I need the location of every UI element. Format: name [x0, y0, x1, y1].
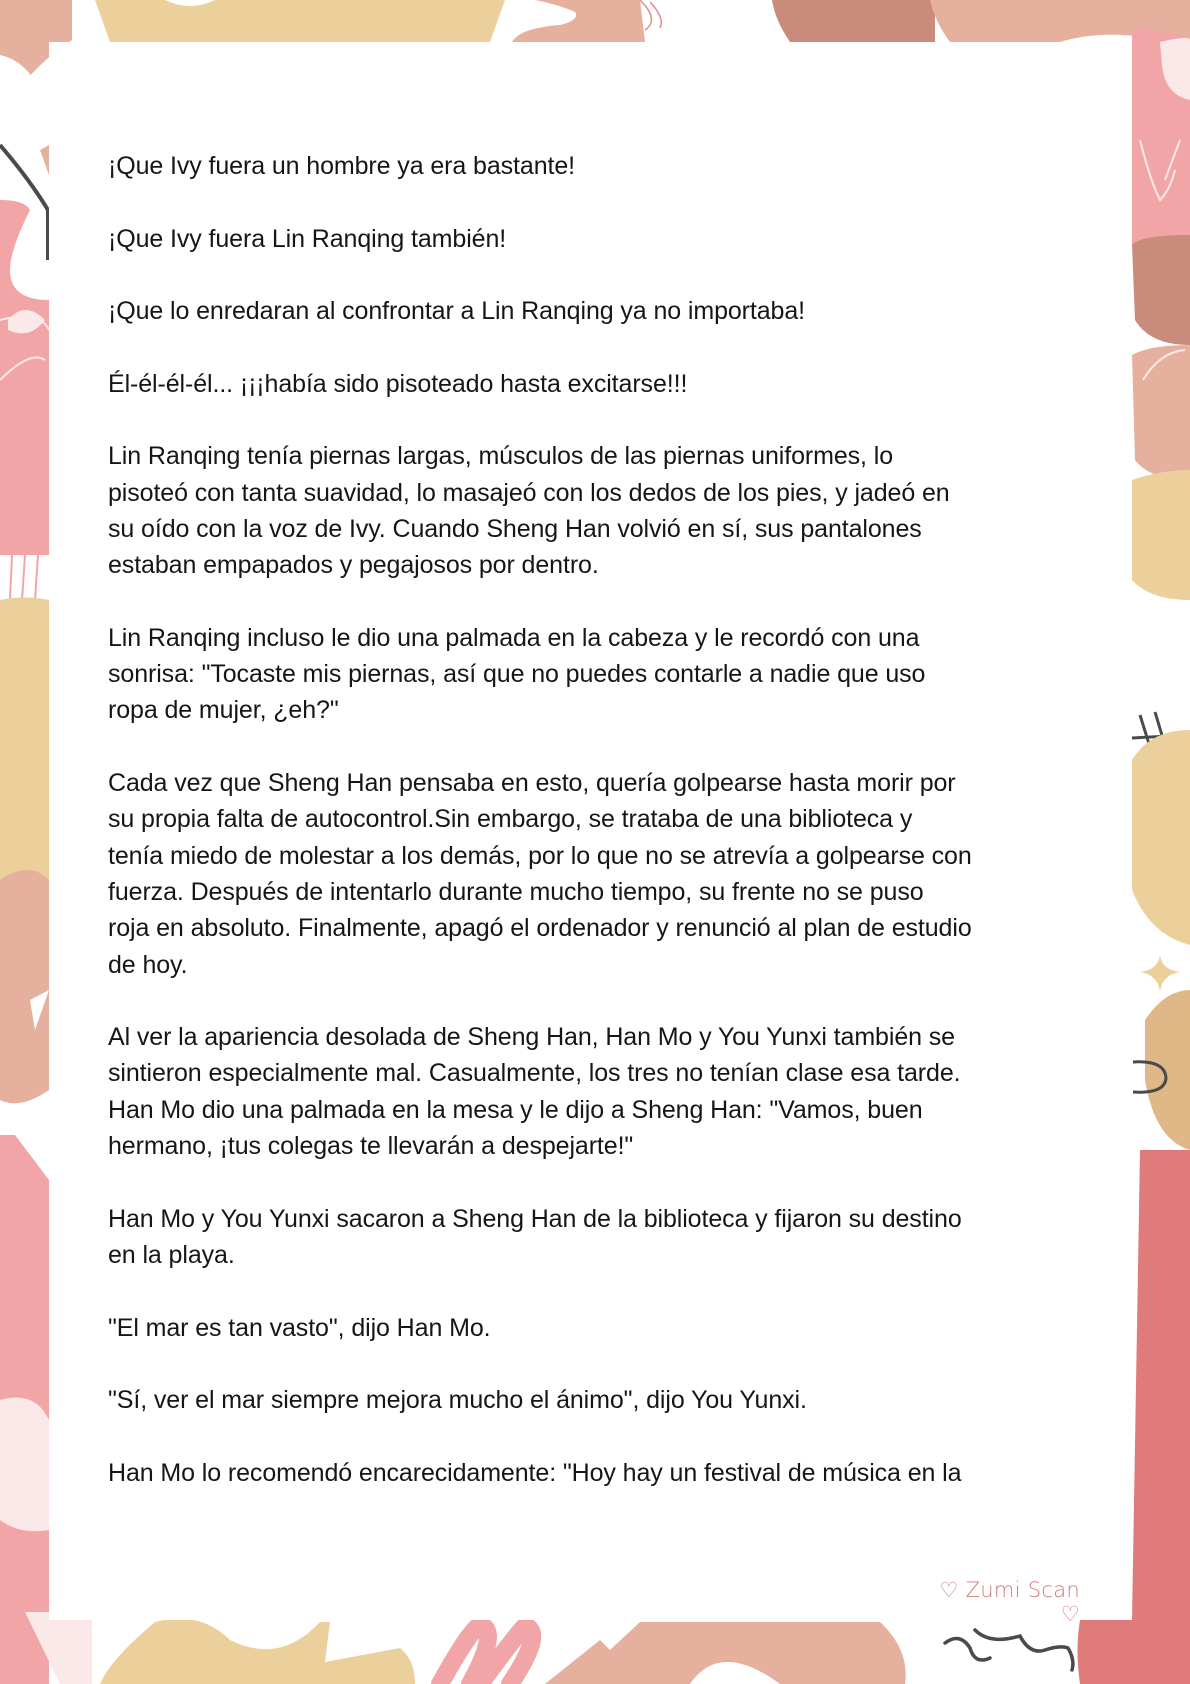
bottom-squiggle-icon: [945, 1630, 1073, 1670]
left-blush-ring-2: [0, 1398, 49, 1532]
text-line: Han Mo dio una palmada en la mesa y le dijo a Sheng Han: "Vamos, buen: [108, 1095, 923, 1124]
paragraph: [108, 293, 1098, 329]
text-line: Al ver la apariencia desolada de Sheng Han, Han Mo y You Yunxi también se: [108, 1023, 955, 1052]
text-line: Lin Ranqing incluso le dio una palmada en la cabeza y le recordó con una: [108, 623, 920, 652]
paragraph: [108, 438, 1098, 583]
paragraph: [108, 1201, 1098, 1274]
text-line: ropa de mujer, ¿eh?": [108, 696, 339, 725]
left-peach-panel: [0, 870, 49, 1103]
text-line: tenía miedo de molestar a los demás, por lo que no se atrevía a golpearse con: [108, 841, 972, 870]
right-peach-blob: [1132, 345, 1190, 480]
bottom-pink-scribble: [440, 1625, 532, 1684]
text-line: estaban empapados y pegajosos por dentro.: [108, 551, 599, 580]
scan-credit: ♡ Zumi Scan ♡: [939, 1578, 1080, 1626]
text-line: ¡Que lo enredaran al confrontar a Lin Ranqing ya no importaba!: [108, 297, 806, 326]
top-peach-wave: [512, 0, 645, 42]
text-line: su oído con la voz de Ivy. Cuando Sheng Han volvió en sí, sus pantalones: [108, 514, 922, 543]
text-line: ¡Que Ivy fuera Lin Ranqing también!: [108, 224, 507, 253]
text-line: en la playa.: [108, 1240, 235, 1269]
right-sand-circle: [1145, 990, 1190, 1150]
paragraph: [108, 1382, 1098, 1418]
left-sand-panel: [0, 598, 49, 881]
paragraph: [108, 1310, 1098, 1346]
right-sand-blob-1: [1132, 470, 1190, 600]
text-line: de hoy.: [108, 950, 188, 979]
bottom-sand-shape: [100, 1619, 415, 1684]
top-right-rose-blob: [772, 0, 935, 42]
paragraph: [108, 148, 1098, 184]
paragraph: [108, 765, 1098, 983]
top-sand-shape: [95, 0, 505, 42]
paragraph: [108, 1455, 1098, 1491]
text-line: fuerza. Después de intentarlo durante mucho tiempo, su frente no se puso: [108, 877, 924, 906]
text-line: pisoteó con tanta suavidad, lo masajeó con los dedos de los pies, y jadeó en: [108, 478, 950, 507]
text-line: sonrisa: "Tocaste mis piernas, así que no puedes contarle a nadie que uso: [108, 660, 926, 689]
text-line: "El mar es tan vasto", dijo Han Mo.: [108, 1313, 491, 1342]
text-line: ¡Que Ivy fuera un hombre ya era bastante!: [108, 152, 575, 180]
top-scribble-icon: [640, 0, 661, 30]
right-sand-blob-2: [1132, 730, 1190, 945]
text-line: Cada vez que Sheng Han pensaba en esto, quería golpearse hasta morir por: [108, 769, 956, 798]
text-line: su propia falta de autocontrol.Sin embargo, se trataba de una biblioteca y: [108, 805, 913, 834]
text-line: Han Mo y You Yunxi sacaron a Sheng Han de la biblioteca y fijaron su destino: [108, 1204, 962, 1233]
paragraph: [108, 1019, 1098, 1164]
left-pink-panel: [0, 200, 49, 555]
text-line: hermano, ¡tus colegas te llevarán a despejarte!": [108, 1132, 634, 1161]
paragraph: [108, 366, 1098, 402]
text-line: Él-él-él-él... ¡¡¡había sido pisoteado hasta excitarse!!!: [108, 369, 688, 398]
paragraph: [108, 620, 1098, 729]
document-body: [108, 148, 1098, 1527]
sparkle-icon: [1140, 955, 1180, 992]
text-line: "Sí, ver el mar siempre mejora mucho el ánimo", dijo You Yunxi.: [108, 1386, 807, 1415]
text-line: sintieron especialmente mal. Casualmente, los tres no tenían clase esa tarde.: [108, 1059, 961, 1088]
right-rose-blob: [1132, 235, 1190, 345]
text-line: roja en absoluto. Finalmente, apagó el ordenador y renunció al plan de estudio: [108, 914, 972, 943]
text-line: Lin Ranqing tenía piernas largas, músculos de las piernas uniformes, lo: [108, 442, 894, 471]
text-line: Han Mo lo recomendó encarecidamente: "Hoy hay un festival de música en la: [108, 1458, 962, 1487]
paragraph: [108, 221, 1098, 257]
